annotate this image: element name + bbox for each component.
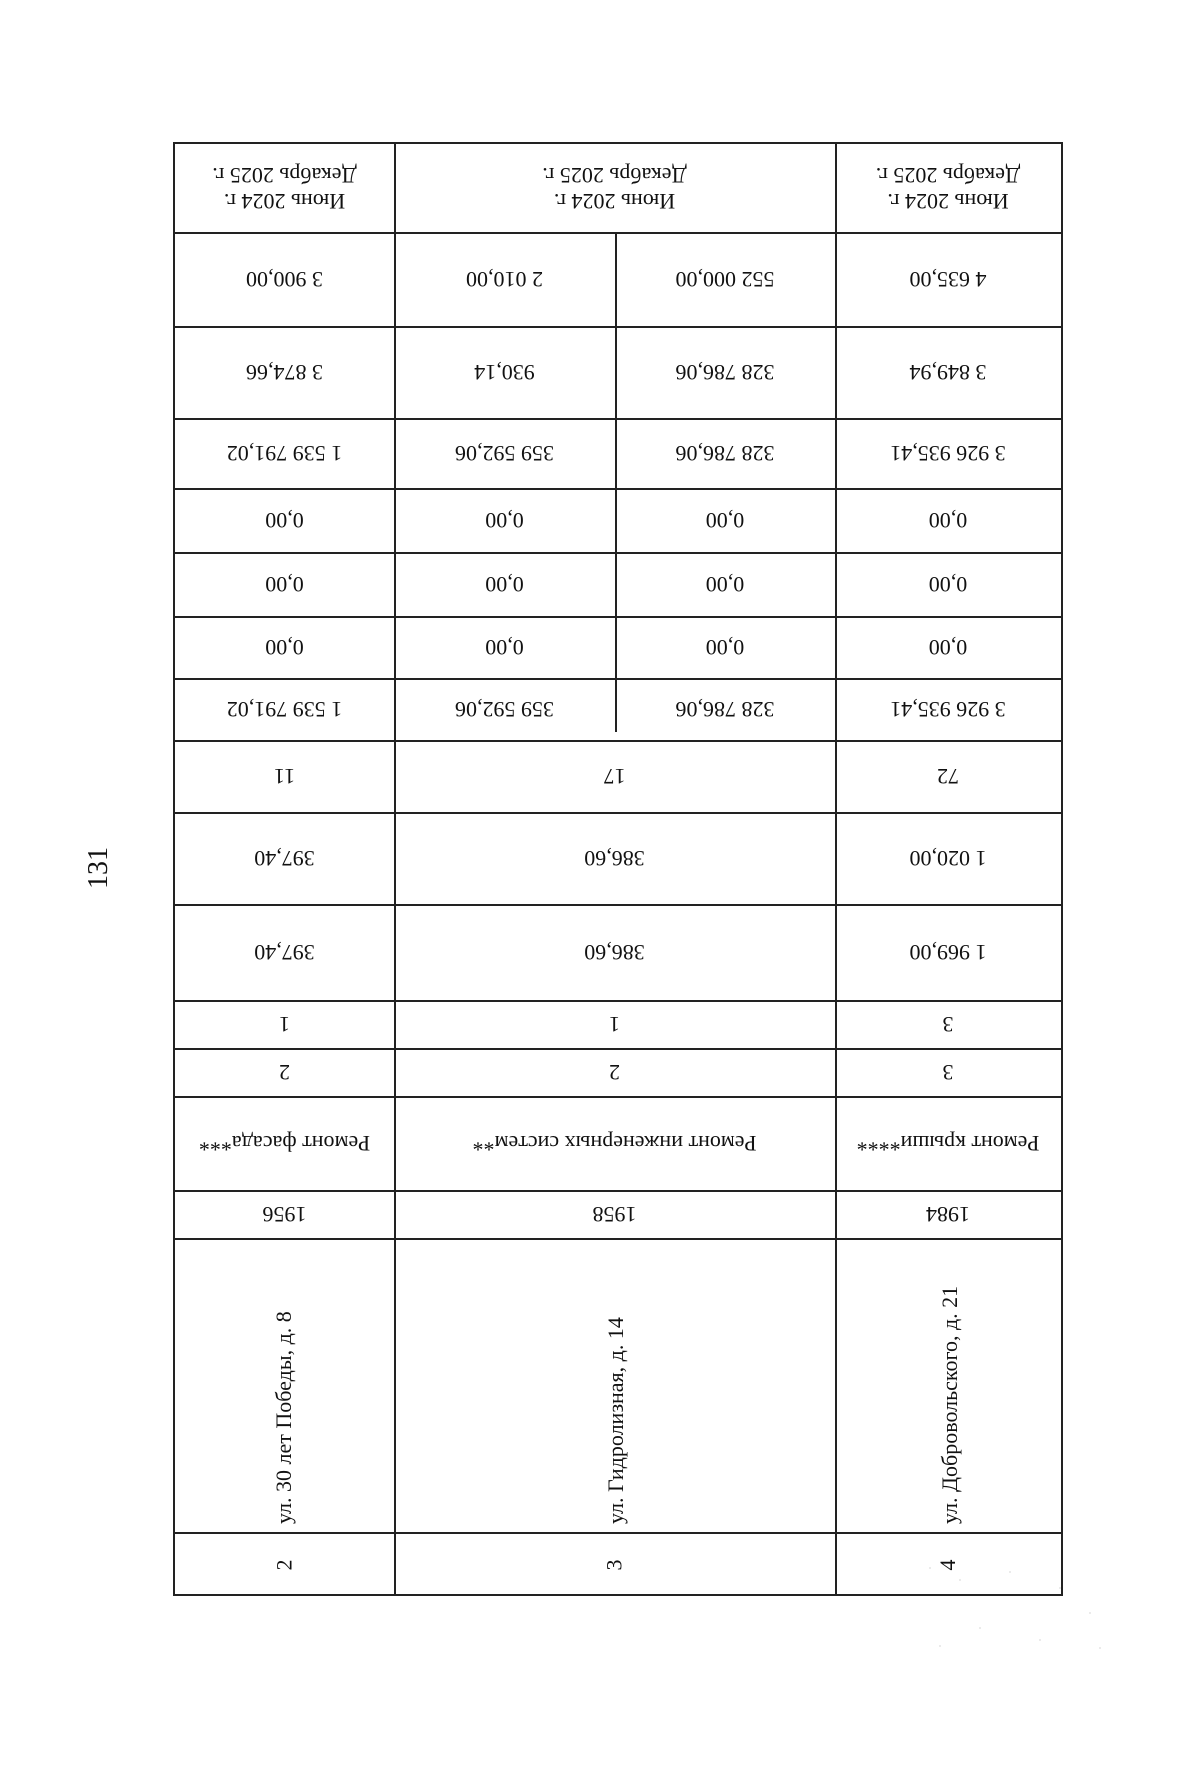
area-total-cell: 386,60 bbox=[584, 940, 645, 965]
residents-cell: 72 bbox=[937, 764, 959, 789]
unit-cost-cell: 3 874,66 bbox=[246, 360, 323, 385]
scan-noise bbox=[920, 1558, 1110, 1658]
max-unit-cost-cell: 2 010,00 bbox=[466, 267, 543, 292]
fkr-fund-cell: 0,00 bbox=[928, 635, 968, 660]
period-cell: Июнь 2024 г. Декабрь 2025 г. bbox=[875, 163, 1021, 214]
owners-fund-cell: 1 539 791,02 bbox=[226, 441, 343, 466]
local-budget-cell: 0,00 bbox=[485, 508, 524, 533]
year-cell: 1958 bbox=[592, 1202, 637, 1227]
sub-owners-fund-cell: 328 786,06 bbox=[675, 441, 775, 466]
area-living-cell: 386,60 bbox=[584, 846, 645, 871]
cost-total-cell: 3 926 935,41 bbox=[890, 697, 1006, 722]
max-unit-cost-cell: 3 900,00 bbox=[246, 267, 323, 292]
subject-budget-cell: 0,00 bbox=[928, 572, 968, 597]
fkr-fund-cell: 0,00 bbox=[265, 635, 304, 660]
sub-subject-budget-cell: 0,00 bbox=[705, 572, 745, 597]
row-number-cell: 3 bbox=[601, 1559, 627, 1571]
local-budget-cell: 0,00 bbox=[928, 508, 968, 533]
cost-total-cell: 359 592,06 bbox=[455, 697, 554, 722]
area-living-cell: 397,40 bbox=[254, 846, 315, 871]
page-number: 131 bbox=[83, 847, 114, 889]
sub-unit-cost-cell: 328 786,06 bbox=[675, 360, 775, 385]
sub-cost-total-cell: 328 786,06 bbox=[675, 697, 775, 722]
work-type-cell: Ремонт крыши**** bbox=[856, 1131, 1040, 1156]
max-unit-cost-cell: 4 635,00 bbox=[909, 267, 987, 292]
repair-schedule-table bbox=[173, 142, 1063, 1596]
cost-total-cell: 1 539 791,02 bbox=[226, 697, 343, 722]
unit-cost-cell: 930,14 bbox=[474, 360, 535, 385]
floors-cell: 2 bbox=[279, 1060, 290, 1085]
sub-fkr-fund-cell: 0,00 bbox=[705, 635, 745, 660]
address-cell: ул. Гидролизная, д. 14 bbox=[603, 1317, 628, 1524]
row-number-cell: 4 bbox=[935, 1559, 960, 1571]
address-cell: ул. Добровольского, д. 21 bbox=[937, 1285, 962, 1524]
residents-cell: 11 bbox=[273, 764, 296, 789]
entrances-cell: 1 bbox=[279, 1012, 290, 1037]
entrances-cell: 1 bbox=[609, 1012, 620, 1037]
owners-fund-cell: 3 926 935,41 bbox=[890, 441, 1006, 466]
year-cell: 1956 bbox=[262, 1202, 307, 1227]
unit-cost-cell: 3 849,94 bbox=[909, 360, 987, 385]
period-cell: Июнь 2024 г. Декабрь 2025 г. bbox=[542, 163, 687, 214]
area-total-cell: 1 969,00 bbox=[909, 940, 987, 965]
entrances-cell: 3 bbox=[942, 1012, 954, 1037]
sub-local-budget-cell: 0,00 bbox=[705, 508, 745, 533]
floors-cell: 3 bbox=[942, 1060, 954, 1085]
period-cell: Июнь 2024 г. Декабрь 2025 г. bbox=[212, 163, 357, 214]
subject-budget-cell: 0,00 bbox=[485, 572, 524, 597]
owners-fund-cell: 359 592,06 bbox=[455, 441, 554, 466]
area-living-cell: 1 020,00 bbox=[909, 846, 987, 871]
floors-cell: 2 bbox=[609, 1060, 620, 1085]
subject-budget-cell: 0,00 bbox=[265, 572, 304, 597]
fkr-fund-cell: 0,00 bbox=[485, 635, 524, 660]
year-cell: 1984 bbox=[926, 1202, 970, 1227]
work-type-cell: Ремонт фасада*** bbox=[198, 1131, 371, 1156]
work-type-cell: Ремонт инженерных систем** bbox=[472, 1131, 757, 1156]
local-budget-cell: 0,00 bbox=[265, 508, 304, 533]
row-number-cell: 2 bbox=[271, 1559, 297, 1571]
area-total-cell: 397,40 bbox=[254, 940, 315, 965]
residents-cell: 17 bbox=[603, 764, 626, 789]
sub-max-unit-cost-cell: 552 000,00 bbox=[675, 267, 775, 292]
address-cell: ул. 30 лет Победы, д. 8 bbox=[271, 1311, 296, 1524]
